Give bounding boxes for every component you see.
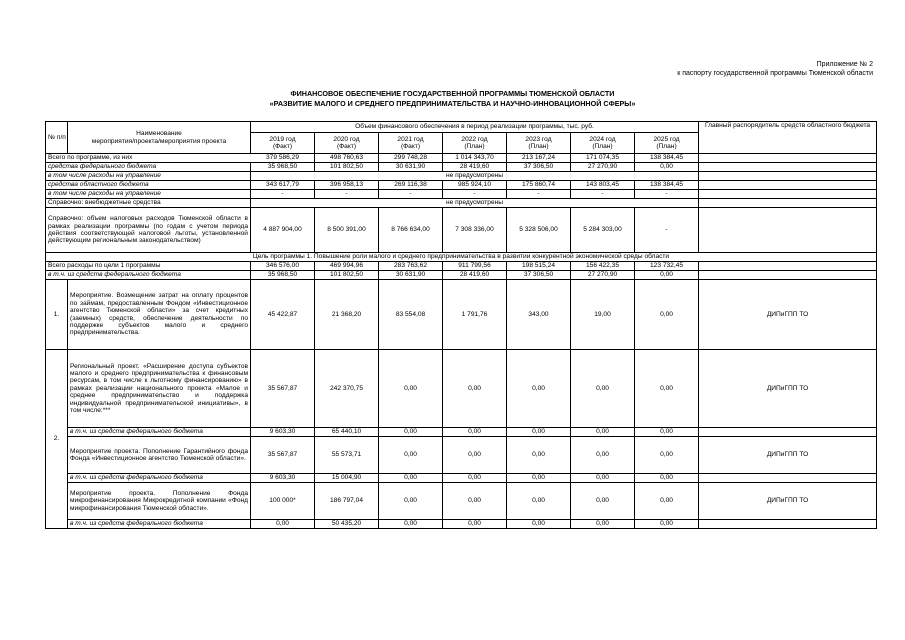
year-label: 2022 год (461, 135, 488, 143)
row-goal-total (46, 262, 877, 271)
value-cell: 0,00 (443, 474, 507, 483)
distributor-cell (699, 163, 877, 172)
row-label: Справочно: объем налоговых расходов Тюменской области в рамках реализации программы (по годам с учетом периода действия соответствующей налоговой льготы, установленной действующим региональным законодательством) (46, 208, 251, 253)
distributor-cell (699, 262, 877, 271)
value-cell: 45 422,87 (251, 280, 315, 350)
value-cell: 37 306,50 (507, 271, 571, 280)
year-type: (План) (528, 143, 549, 150)
value-cell: 50 435,20 (315, 520, 379, 529)
year-label: 2019 год (269, 135, 296, 143)
header-row-1 (46, 122, 877, 133)
value-cell: 0,00 (635, 437, 699, 474)
value-cell: 101 802,50 (315, 163, 379, 172)
value-cell: 0,00 (443, 428, 507, 437)
appendix-note (677, 60, 873, 78)
value-cell: 0,00 (507, 437, 571, 474)
row-label: Всего по программе, из них (46, 154, 251, 163)
value-cell: 0,00 (507, 520, 571, 529)
row-item-1 (46, 280, 877, 350)
value-cell: 65 440,10 (315, 428, 379, 437)
row-item-2 (46, 350, 877, 428)
year-type: (Факт) (272, 143, 293, 150)
distributor-cell (699, 154, 877, 163)
value-cell: 0,00 (635, 163, 699, 172)
year-label: 2023 год (525, 135, 552, 143)
value-cell: 175 860,74 (507, 181, 571, 190)
value-cell: 985 924,10 (443, 181, 507, 190)
value-cell: 1 791,76 (443, 280, 507, 350)
value-cell: - (571, 190, 635, 199)
row-subitem-microfinance-fund (46, 483, 877, 520)
distributor-cell (699, 172, 877, 181)
value-cell: - (251, 190, 315, 199)
value-cell: 1 014 343,70 (443, 154, 507, 163)
value-cell: 0,00 (635, 428, 699, 437)
value-cell: 343 617,79 (251, 181, 315, 190)
value-cell: 0,00 (571, 520, 635, 529)
value-cell: 4 887 904,00 (251, 208, 315, 253)
row-subitem-guarantee-fund (46, 437, 877, 474)
value-cell: 8 500 391,00 (315, 208, 379, 253)
year-type: (План) (656, 143, 677, 150)
value-cell: 30 631,90 (379, 271, 443, 280)
header-year (315, 133, 379, 154)
row-label: Справочно: внебюджетные средства (46, 199, 251, 208)
year-type: (Факт) (336, 143, 357, 150)
title-line1: ФИНАНСОВОЕ ОБЕСПЕЧЕНИЕ ГОСУДАРСТВЕННОЙ ПРОГРАММЫ ТЮМЕНСКОЙ ОБЛАСТИ (290, 89, 615, 98)
year-label: 2021 год (397, 135, 424, 143)
value-cell: 0,00 (507, 474, 571, 483)
value-cell: 5 284 303,00 (571, 208, 635, 253)
item-description: Региональный проект. «Расширение доступа субъектов малого и среднего предпринимательства к финансовым ресурсам, в том числе к льготному финансированию» в рамках реализации национального проекта «Малое и среднее предпринимательство и поддержка индивидуальной предпринимательской инициативы», в том числе:*** (68, 350, 251, 428)
value-cell: 0,00 (379, 428, 443, 437)
value-cell: 469 994,96 (315, 262, 379, 271)
value-cell: 37 306,50 (507, 163, 571, 172)
year-type: (План) (464, 143, 485, 150)
value-cell: 143 803,45 (571, 181, 635, 190)
financing-table (45, 121, 877, 529)
value-cell: - (443, 190, 507, 199)
value-cell: 346 576,00 (251, 262, 315, 271)
value-cell: 55 573,71 (315, 437, 379, 474)
appendix-line1: Приложение № 2 (816, 61, 873, 68)
distributor-cell: ДИПиГПП ТО (699, 350, 877, 428)
row-label: в т.ч. из средств федерального бюджета (68, 474, 251, 483)
value-cell: 0,00 (635, 520, 699, 529)
distributor-cell: ДИПиГПП ТО (699, 280, 877, 350)
value-cell: 0,00 (379, 350, 443, 428)
distributor-cell (699, 428, 877, 437)
value-cell: 138 384,45 (635, 154, 699, 163)
value-cell: 35 567,87 (251, 437, 315, 474)
row-offbudget (46, 199, 877, 208)
appendix-line2: к паспорту государственной программы Тюменской области (677, 70, 873, 77)
value-cell: - (635, 190, 699, 199)
value-cell: 0,00 (571, 483, 635, 520)
row-total (46, 154, 877, 163)
row-item-2-federal (46, 428, 877, 437)
header-volume: Объем финансового обеспечения в период реализации программы, тыс. руб. (251, 122, 699, 133)
value-cell: 0,00 (379, 474, 443, 483)
value-cell: 0,00 (507, 428, 571, 437)
value-cell: 171 074,35 (571, 154, 635, 163)
header-year (507, 133, 571, 154)
title-line2: «РАЗВИТИЕ МАЛОГО И СРЕДНЕГО ПРЕДПРИНИМАТЕЛЬСТВА И НАУЧНО-ИННОВАЦИОННОЙ СФЕРЫ» (269, 99, 636, 108)
year-label: 2025 год (653, 135, 680, 143)
value-cell: 198 515,24 (507, 262, 571, 271)
header-year (635, 133, 699, 154)
year-label: 2020 год (333, 135, 360, 143)
header-year (379, 133, 443, 154)
header-year (251, 133, 315, 154)
value-cell: 0,00 (443, 437, 507, 474)
value-cell: 101 802,50 (315, 271, 379, 280)
value-cell: 35 968,50 (251, 163, 315, 172)
item-description: Мероприятие проекта. Пополнение Фонда микрофинансирования Микрокредитной компании «Фонд микрофинансирования Тюменской области». (68, 483, 251, 520)
value-cell: 0,00 (571, 437, 635, 474)
value-cell: 396 958,13 (315, 181, 379, 190)
row-regional-management (46, 190, 877, 199)
value-cell: 0,00 (507, 483, 571, 520)
value-cell: 343,00 (507, 280, 571, 350)
value-cell: - (379, 190, 443, 199)
goal-heading: Цель программы 1. Повышение роли малого и среднего предпринимательства в развитии конкурентной экономической среды области (46, 253, 877, 262)
distributor-cell (699, 199, 877, 208)
value-cell: 0,00 (507, 350, 571, 428)
value-cell: 0,00 (635, 474, 699, 483)
header-num: № п/п (46, 122, 68, 154)
row-label: в том числе расходы на управление (46, 172, 251, 181)
row-subitem-microfinance-fund-federal (46, 520, 877, 529)
header-distributor: Главный распорядитель средств областного бюджета (699, 122, 877, 154)
value-cell: 213 167,24 (507, 154, 571, 163)
row-subitem-guarantee-fund-federal (46, 474, 877, 483)
document-title (0, 89, 905, 109)
row-goal-federal (46, 271, 877, 280)
row-label: средства федерального бюджета (46, 163, 251, 172)
value-cell: - (507, 190, 571, 199)
distributor-cell: ДИПиГПП ТО (699, 437, 877, 474)
value-cell: 8 766 634,00 (379, 208, 443, 253)
value-cell: 27 270,90 (571, 271, 635, 280)
value-cell: 0,00 (443, 520, 507, 529)
value-cell: 0,00 (379, 437, 443, 474)
row-tax-expenses (46, 208, 877, 253)
value-cell: 0,00 (379, 483, 443, 520)
value-cell: 0,00 (635, 350, 699, 428)
header-name-line1: Наименование (136, 130, 182, 138)
value-cell: 30 631,90 (379, 163, 443, 172)
distributor-cell (699, 520, 877, 529)
distributor-cell (699, 208, 877, 253)
value-cell: 28 419,60 (443, 163, 507, 172)
value-cell: 0,00 (635, 271, 699, 280)
row-goal (46, 253, 877, 262)
value-cell: 0,00 (443, 483, 507, 520)
value-cell: 299 748,28 (379, 154, 443, 163)
value-cell: 15 004,90 (315, 474, 379, 483)
value-cell: 498 760,63 (315, 154, 379, 163)
row-label: Всего расходы по цели 1 программы (46, 262, 251, 271)
header-name-line2: мероприятия/проекта/мероприятия проекта (91, 137, 227, 145)
value-cell: - (635, 208, 699, 253)
not-provided-cell: не предусмотрены (251, 199, 699, 208)
value-cell: 0,00 (379, 520, 443, 529)
value-cell: 21 368,20 (315, 280, 379, 350)
year-type: (Факт) (400, 143, 421, 150)
value-cell: 283 763,62 (379, 262, 443, 271)
value-cell: 0,00 (251, 520, 315, 529)
row-federal (46, 163, 877, 172)
header-year (571, 133, 635, 154)
year-label: 2024 год (589, 135, 616, 143)
value-cell: 242 370,75 (315, 350, 379, 428)
value-cell: 100 000* (251, 483, 315, 520)
distributor-cell: ДИПиГПП ТО (699, 483, 877, 520)
value-cell: 27 270,90 (571, 163, 635, 172)
row-label: в т.ч. из средств федерального бюджета (68, 428, 251, 437)
row-label: в том числе расходы на управление (46, 190, 251, 199)
value-cell: 123 732,45 (635, 262, 699, 271)
value-cell: 0,00 (635, 483, 699, 520)
row-federal-management (46, 172, 877, 181)
value-cell: 186 797,04 (315, 483, 379, 520)
value-cell: 0,00 (571, 474, 635, 483)
value-cell: 156 422,35 (571, 262, 635, 271)
value-cell: 9 603,30 (251, 474, 315, 483)
header-name (68, 122, 251, 154)
distributor-cell (699, 474, 877, 483)
year-type: (План) (592, 143, 613, 150)
value-cell: 0,00 (571, 350, 635, 428)
value-cell: 269 116,38 (379, 181, 443, 190)
value-cell: 35 567,87 (251, 350, 315, 428)
value-cell: 911 799,56 (443, 262, 507, 271)
item-number: 1. (46, 280, 68, 350)
header-year (443, 133, 507, 154)
value-cell: 5 328 506,00 (507, 208, 571, 253)
value-cell: 35 968,50 (251, 271, 315, 280)
item-description: Мероприятие. Возмещение затрат на оплату процентов по займам, предоставленным Фондом «Инвестиционное агентство Тюменской области» за счет кредитных (заемных) средств, обеспечение деятельности по поддержке субъектов малого и среднего предпринимательства. (68, 280, 251, 350)
value-cell: 9 603,30 (251, 428, 315, 437)
row-label: средства областного бюджета (46, 181, 251, 190)
value-cell: 7 308 336,00 (443, 208, 507, 253)
value-cell: 28 419,60 (443, 271, 507, 280)
value-cell: 379 586,29 (251, 154, 315, 163)
value-cell: 138 384,45 (635, 181, 699, 190)
value-cell: 83 554,08 (379, 280, 443, 350)
value-cell: 19,00 (571, 280, 635, 350)
distributor-cell (699, 190, 877, 199)
value-cell: 0,00 (443, 350, 507, 428)
value-cell: 0,00 (635, 280, 699, 350)
row-label: в т.ч. из средств федерального бюджета (46, 271, 251, 280)
value-cell: 0,00 (571, 428, 635, 437)
item-number: 2. (46, 350, 68, 529)
item-description: Мероприятие проекта. Пополнение Гарантийного фонда Фонда «Инвестиционное агентство Тюменской области». (68, 437, 251, 474)
distributor-cell (699, 271, 877, 280)
row-label: в т.ч. из средств федерального бюджета (68, 520, 251, 529)
distributor-cell (699, 181, 877, 190)
not-provided-cell: не предусмотрены (251, 172, 699, 181)
value-cell: - (315, 190, 379, 199)
row-regional (46, 181, 877, 190)
